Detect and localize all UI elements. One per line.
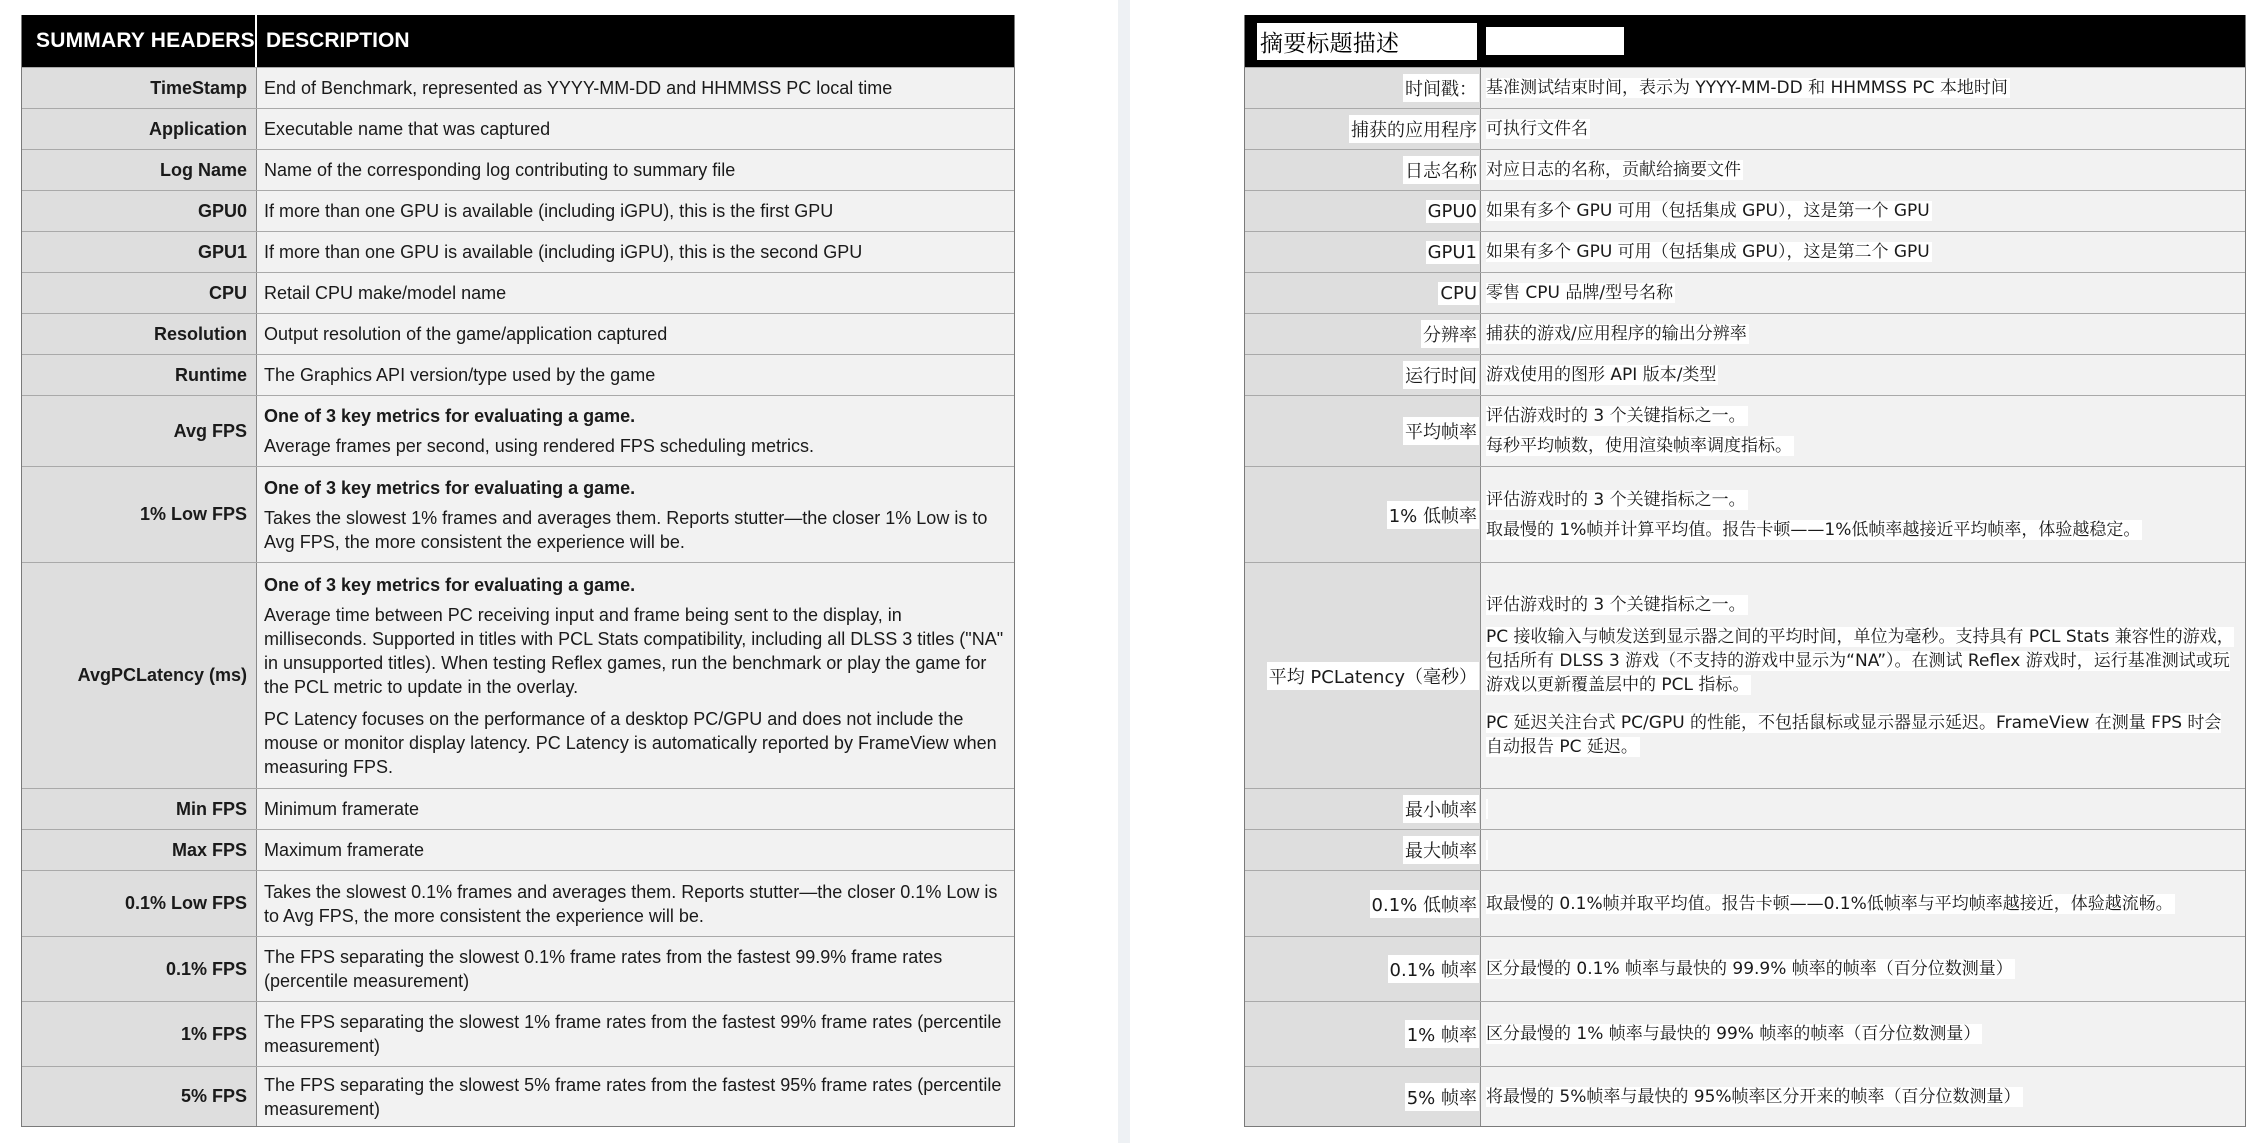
row-name: Runtime [22, 355, 257, 395]
row-description: 评估游戏时的 3 个关键指标之一。 PC 接收输入与帧发送到显示器之间的平均时间，单位为毫秒。支持具有 PCL Stats 兼容性的游戏，包括所有 DLSS 3 游戏（不支持的游戏中显示为“NA”）。在测试 Reflex 游戏时，运行基准测试或玩游戏以更新覆盖层中的 PCL 指标。 PC 延迟关注台式 PC/GPU 的性能，不包括鼠标或显示器显示延迟。FrameView 在测量 FPS 时会自动报告 PC 延迟。 [1481, 563, 2245, 788]
row-description: Name of the corresponding log contributing to summary file [257, 150, 1014, 190]
table-row [22, 149, 1014, 190]
row-description: End of Benchmark, represented as YYYY-MM-DD and HHMMSS PC local time [257, 68, 1014, 108]
row-name: 1% 帧率 [1245, 1002, 1481, 1066]
row-name: 平均帧率 [1245, 396, 1481, 466]
table-header [1245, 15, 2245, 67]
table-row [1245, 829, 2245, 870]
row-description: 取最慢的 0.1%帧并取平均值。报告卡顿——0.1%低帧率与平均帧率越接近，体验越流畅。 [1481, 871, 2245, 936]
row-name: Resolution [22, 314, 257, 354]
row-name: 日志名称 [1245, 150, 1481, 190]
table-row [22, 1066, 1014, 1126]
row-name: 0.1% 帧率 [1245, 937, 1481, 1001]
table-row [1245, 936, 2245, 1001]
row-description: 评估游戏时的 3 个关键指标之一。 取最慢的 1%帧并计算平均值。报告卡顿——1%低帧率越接近平均帧率，体验越稳定。 [1481, 467, 2245, 562]
row-name: GPU1 [22, 232, 257, 272]
table-row [22, 870, 1014, 936]
table-row [1245, 231, 2245, 272]
row-name: TimeStamp [22, 68, 257, 108]
row-name: 0.1% FPS [22, 937, 257, 1001]
table-row [1245, 354, 2245, 395]
row-name: 最大帧率 [1245, 830, 1481, 870]
table-row [22, 1001, 1014, 1066]
table-row [22, 231, 1014, 272]
row-name: Application [22, 109, 257, 149]
table-row [1245, 190, 2245, 231]
page-divider [1118, 0, 1130, 1143]
row-description: 基准测试结束时间，表示为 YYYY-MM-DD 和 HHMMSS PC 本地时间 [1481, 68, 2245, 108]
table-row [1245, 313, 2245, 354]
row-description: Executable name that was captured [257, 109, 1014, 149]
row-description: 评估游戏时的 3 个关键指标之一。 每秒平均帧数，使用渲染帧率调度指标。 [1481, 396, 2245, 466]
row-name: GPU0 [1245, 191, 1481, 231]
row-description: 区分最慢的 1% 帧率与最快的 99% 帧率的帧率（百分位数测量） [1481, 1002, 2245, 1066]
row-name: 1% Low FPS [22, 467, 257, 562]
row-description: One of 3 key metrics for evaluating a game. Average frames per second, using rendered FPS scheduling metrics. [257, 396, 1014, 466]
row-description: The FPS separating the slowest 5% frame rates from the fastest 95% frame rates (percentile measurement) [257, 1067, 1014, 1126]
table-row [22, 67, 1014, 108]
table-row [22, 108, 1014, 149]
table-row [1245, 1001, 2245, 1066]
row-name: 捕获的应用程序 [1245, 109, 1481, 149]
table-row [1245, 272, 2245, 313]
header-description: DESCRIPTION [266, 29, 410, 52]
row-name: 运行时间 [1245, 355, 1481, 395]
row-name: 1% 低帧率 [1245, 467, 1481, 562]
row-description: 对应日志的名称，贡献给摘要文件 [1481, 150, 2245, 190]
row-description: One of 3 key metrics for evaluating a game. Average time between PC receiving input and frame being sent to the display, in milliseconds. Supported in titles with PCL Stats compatibility, including all DLSS 3 titles ("NA" in unsupported titles). When testing Reflex games, run the benchmark or play the game for the PCL metric to update in the overlay. PC Latency focuses on the performance of a desktop PC/GPU and does not include the mouse or monitor display latency. PC Latency is automatically reported by FrameView when measuring FPS. [257, 563, 1014, 788]
table-header [22, 15, 1014, 67]
row-description: Retail CPU make/model name [257, 273, 1014, 313]
table-row [1245, 870, 2245, 936]
row-description: Takes the slowest 0.1% frames and averages them. Reports stutter—the closer 0.1% Low is to Avg FPS, the more consistent the experience will be. [257, 871, 1014, 936]
english-summary-table [21, 15, 1015, 1127]
row-name: 分辨率 [1245, 314, 1481, 354]
table-row [22, 272, 1014, 313]
row-description: The Graphics API version/type used by the game [257, 355, 1014, 395]
table-row [22, 395, 1014, 466]
chinese-summary-table [1244, 15, 2246, 1127]
table-row [22, 354, 1014, 395]
row-description: 游戏使用的图形 API 版本/类型 [1481, 355, 2245, 395]
table-row [22, 313, 1014, 354]
row-name: AvgPCLatency (ms) [22, 563, 257, 788]
row-description: 零售 CPU 品牌/型号名称 [1481, 273, 2245, 313]
row-name: GPU1 [1245, 232, 1481, 272]
row-name: Max FPS [22, 830, 257, 870]
row-name: CPU [1245, 273, 1481, 313]
table-row [22, 829, 1014, 870]
row-name: Log Name [22, 150, 257, 190]
table-row [1245, 149, 2245, 190]
row-name: GPU0 [22, 191, 257, 231]
row-name: 平均 PCLatency（毫秒） [1245, 563, 1481, 788]
row-name: Avg FPS [22, 396, 257, 466]
table-row [22, 466, 1014, 562]
row-description: The FPS separating the slowest 1% frame rates from the fastest 99% frame rates (percentile measurement) [257, 1002, 1014, 1066]
table-row [22, 936, 1014, 1001]
header-summary-title: 摘要标题描述 [1245, 15, 1481, 67]
row-description: Output resolution of the game/application captured [257, 314, 1014, 354]
table-row [1245, 788, 2245, 829]
row-description: 可执行文件名 [1481, 109, 2245, 149]
row-description [1481, 789, 2245, 829]
row-description: Minimum framerate [257, 789, 1014, 829]
row-description: One of 3 key metrics for evaluating a game. Takes the slowest 1% frames and averages them. Reports stutter—the closer 1% Low is to Avg FPS, the more consistent the experience will be. [257, 467, 1014, 562]
table-row [1245, 67, 2245, 108]
row-name: 最小帧率 [1245, 789, 1481, 829]
table-row [1245, 1066, 2245, 1126]
key-metric-note: One of 3 key metrics for evaluating a game. [264, 406, 636, 426]
table-row [1245, 395, 2245, 466]
header-summary-headers: SUMMARY HEADERS [22, 15, 257, 67]
row-description [1481, 830, 2245, 870]
row-description: 区分最慢的 0.1% 帧率与最快的 99.9% 帧率的帧率（百分位数测量） [1481, 937, 2245, 1001]
table-row [22, 788, 1014, 829]
table-row [1245, 108, 2245, 149]
key-metric-note: One of 3 key metrics for evaluating a game. [264, 477, 636, 498]
row-description: Maximum framerate [257, 830, 1014, 870]
row-description: If more than one GPU is available (including iGPU), this is the first GPU [257, 191, 1014, 231]
row-name: 5% 帧率 [1245, 1067, 1481, 1126]
row-description: 如果有多个 GPU 可用（包括集成 GPU），这是第一个 GPU [1481, 191, 2245, 231]
table-row [1245, 562, 2245, 788]
row-name: 5% FPS [22, 1067, 257, 1126]
row-name: 时间戳： [1245, 68, 1481, 108]
row-name: Min FPS [22, 789, 257, 829]
key-metric-note: One of 3 key metrics for evaluating a game. [264, 574, 636, 595]
table-row [22, 190, 1014, 231]
table-row [22, 562, 1014, 788]
row-description: The FPS separating the slowest 0.1% frame rates from the fastest 99.9% frame rates (percentile measurement) [257, 937, 1014, 1001]
table-row [1245, 466, 2245, 562]
row-name: 0.1% Low FPS [22, 871, 257, 936]
row-name: 1% FPS [22, 1002, 257, 1066]
header-description-blank [1481, 15, 2245, 67]
row-description: 如果有多个 GPU 可用（包括集成 GPU），这是第二个 GPU [1481, 232, 2245, 272]
row-name: 0.1% 低帧率 [1245, 871, 1481, 936]
row-description: If more than one GPU is available (including iGPU), this is the second GPU [257, 232, 1014, 272]
row-name: CPU [22, 273, 257, 313]
row-description: 将最慢的 5%帧率与最快的 95%帧率区分开来的帧率（百分位数测量） [1481, 1067, 2245, 1126]
row-description: 捕获的游戏/应用程序的输出分辨率 [1481, 314, 2245, 354]
